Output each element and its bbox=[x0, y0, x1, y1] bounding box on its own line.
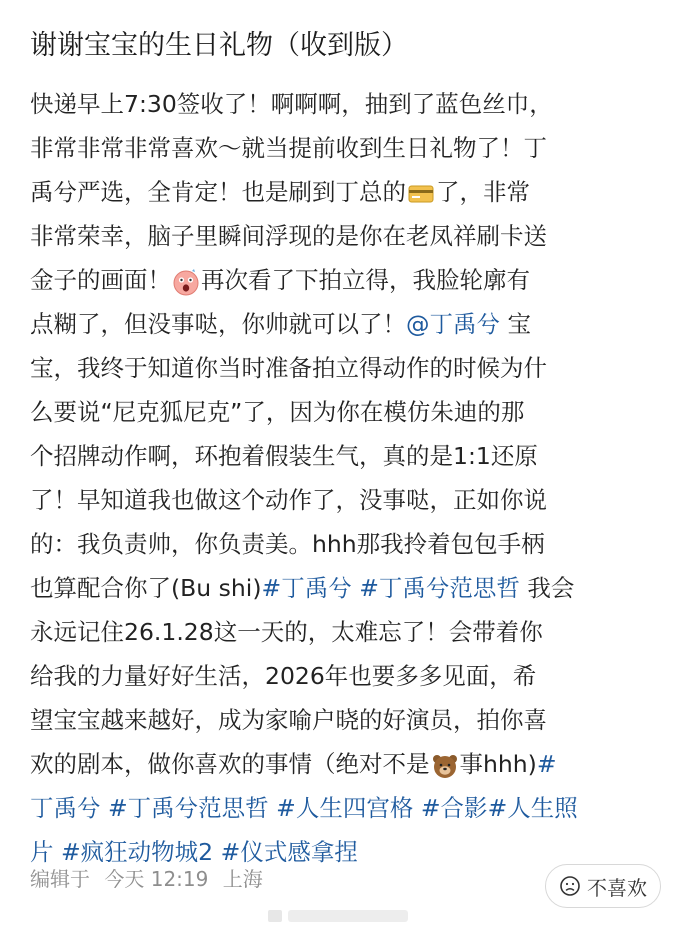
post-text: 了！早知道我也做这个动作了，没事哒，正如你说 bbox=[30, 486, 547, 514]
location: 上海 bbox=[222, 867, 263, 891]
post-line bbox=[30, 522, 670, 566]
post-text: 事hhh) bbox=[459, 750, 537, 778]
post-line bbox=[30, 478, 670, 522]
hashtag-link[interactable]: 丁禹兮 bbox=[30, 794, 101, 822]
post-line bbox=[30, 82, 670, 126]
edit-time: 今天 12:19 bbox=[104, 867, 209, 891]
hashtag-link[interactable]: #疯狂动物城2 bbox=[60, 838, 214, 866]
post-text bbox=[54, 838, 61, 866]
frown-face-icon bbox=[559, 875, 581, 897]
post-text: 了，非常 bbox=[436, 178, 530, 206]
post-line bbox=[30, 566, 670, 610]
post-line bbox=[30, 742, 670, 786]
post-line bbox=[30, 698, 670, 742]
post-line bbox=[30, 170, 670, 214]
post-text: 也算配合你了(Bu shi) bbox=[30, 574, 262, 602]
post-text: 宝，我终于知道你当时准备拍立得动作的时候为什 bbox=[30, 354, 547, 382]
post-line bbox=[30, 346, 670, 390]
hashtag-link[interactable]: 片 bbox=[30, 838, 54, 866]
credit-card-icon bbox=[407, 178, 435, 206]
post-text: 再次看了下拍立得，我脸轮廓有 bbox=[201, 266, 530, 294]
post-line bbox=[30, 434, 670, 478]
hashtag-link[interactable]: #丁禹兮范思哲 bbox=[359, 574, 520, 602]
post-title: 谢谢宝宝的生日礼物（收到版） bbox=[30, 30, 408, 61]
user-mention-link[interactable]: @丁禹兮 bbox=[406, 310, 500, 338]
post-meta bbox=[30, 864, 271, 894]
shocked-face-icon bbox=[172, 266, 200, 294]
post-text: 的：我负责帅，你负责美。hhh那我拎着包包手柄 bbox=[30, 530, 545, 558]
post-line bbox=[30, 654, 670, 698]
post-text: 非常非常非常喜欢～就当提前收到生日礼物了！丁 bbox=[30, 134, 547, 162]
bear-face-icon bbox=[431, 750, 459, 778]
hashtag-link[interactable]: #丁禹兮 bbox=[261, 574, 352, 602]
hashtag-link[interactable]: #合影 bbox=[420, 794, 488, 822]
post-line bbox=[30, 258, 670, 302]
hashtag-link[interactable]: # bbox=[536, 750, 557, 778]
post-line bbox=[30, 610, 670, 654]
hashtag-link[interactable]: #人生四宫格 bbox=[276, 794, 414, 822]
edited-label: 编辑于 bbox=[30, 867, 90, 891]
post-text: 么要说“尼克狐尼克”了，因为你在模仿朱迪的那 bbox=[30, 398, 525, 426]
post-text: 我会 bbox=[519, 574, 575, 602]
post-text: 欢的剧本，做你喜欢的事情（绝对不是 bbox=[30, 750, 430, 778]
post-text: 金子的画面！ bbox=[30, 266, 171, 294]
post-line bbox=[30, 126, 670, 170]
post-text: 望宝宝越来越好，成为家喻户晓的好演员，拍你喜 bbox=[30, 706, 547, 734]
post-text: 非常荣幸，脑子里瞬间浮现的是你在老凤祥刷卡送 bbox=[30, 222, 547, 250]
post-text: 点糊了，但没事哒，你帅就可以了！ bbox=[30, 310, 406, 338]
post-text bbox=[101, 794, 108, 822]
post-text bbox=[413, 794, 420, 822]
dislike-button[interactable] bbox=[545, 864, 661, 908]
post-line bbox=[30, 214, 670, 258]
post-line bbox=[30, 786, 670, 830]
post-body bbox=[30, 82, 670, 874]
hashtag-link[interactable]: #仪式感拿捏 bbox=[220, 838, 358, 866]
post-text: 快递早上7:30签收了！啊啊啊，抽到了蓝色丝巾， bbox=[30, 90, 553, 118]
post-line bbox=[30, 390, 670, 434]
post-text: 永远记住26.1.28这一天的，太难忘了！会带着你 bbox=[30, 618, 543, 646]
post-text bbox=[213, 838, 220, 866]
dislike-label: 不喜欢 bbox=[587, 875, 647, 900]
hashtag-link[interactable]: #丁禹兮范思哲 bbox=[107, 794, 269, 822]
watermark-icon bbox=[268, 906, 418, 926]
post-text: 禹兮严选，全肯定！也是刷到丁总的 bbox=[30, 178, 406, 206]
hashtag-link[interactable]: #人生照 bbox=[487, 794, 578, 822]
post-line bbox=[30, 302, 670, 346]
post-text: 宝 bbox=[500, 310, 531, 338]
post-text: 个招牌动作啊，环抱着假装生气，真的是1:1还原 bbox=[30, 442, 538, 470]
post-text: 给我的力量好好生活，2026年也要多多见面，希 bbox=[30, 662, 537, 690]
